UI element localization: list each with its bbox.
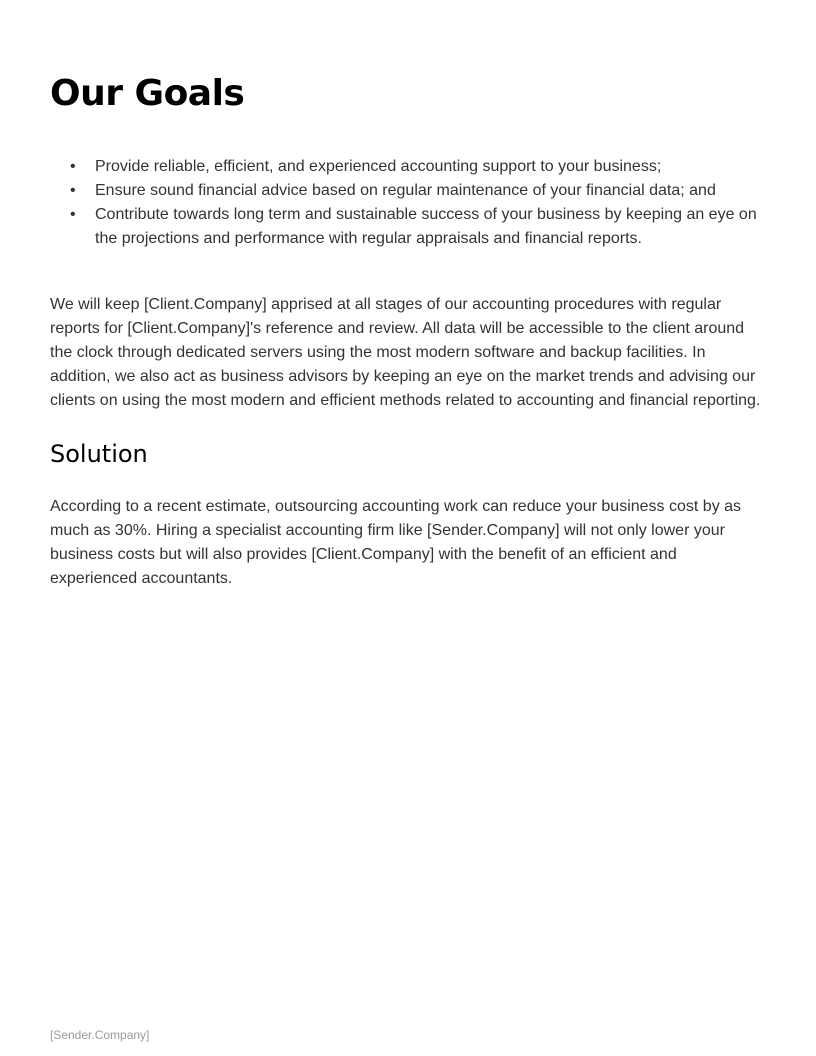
intro-paragraph: We will keep [Client.Company] apprised at all stages of our accounting procedures with regular reports for [Client.Company]'s reference and review. All data will be accessible to the client around the clock through dedicated servers using the most modern software and backup facilities. In addition, we also act as business advisors by keeping an eye on the market trends and advising our clients on using the most modern and efficient methods related to accounting and financial reporting. xyxy=(50,296,761,409)
bullet-icon: • xyxy=(70,206,76,223)
bullet-icon: • xyxy=(70,182,76,199)
goal-item-1 xyxy=(50,155,766,179)
page-title: Our Goals xyxy=(50,73,245,114)
goal-item-3 xyxy=(50,203,766,251)
page-footer: [Sender.Company] xyxy=(50,1028,150,1042)
solution-heading: Solution xyxy=(50,440,148,468)
goal-item-text: Contribute towards long term and sustainable success of your business by keeping an eye on the projections and performance with regular appraisals and financial reports. xyxy=(95,206,757,247)
goals-list xyxy=(50,155,766,251)
goal-item-text: Provide reliable, efficient, and experienced accounting support to your business; xyxy=(95,158,662,175)
bullet-icon: • xyxy=(70,158,76,175)
goal-item-text: Ensure sound financial advice based on regular maintenance of your financial data; and xyxy=(95,182,716,199)
solution-paragraph: According to a recent estimate, outsourcing accounting work can reduce your business cost by as much as 30%. Hiring a specialist accounting firm like [Sender.Company] will not only lower your business costs but will also provides [Client.Company] with the benefit of an efficient and experienced accountants. xyxy=(50,498,742,587)
goal-item-2 xyxy=(50,179,766,203)
